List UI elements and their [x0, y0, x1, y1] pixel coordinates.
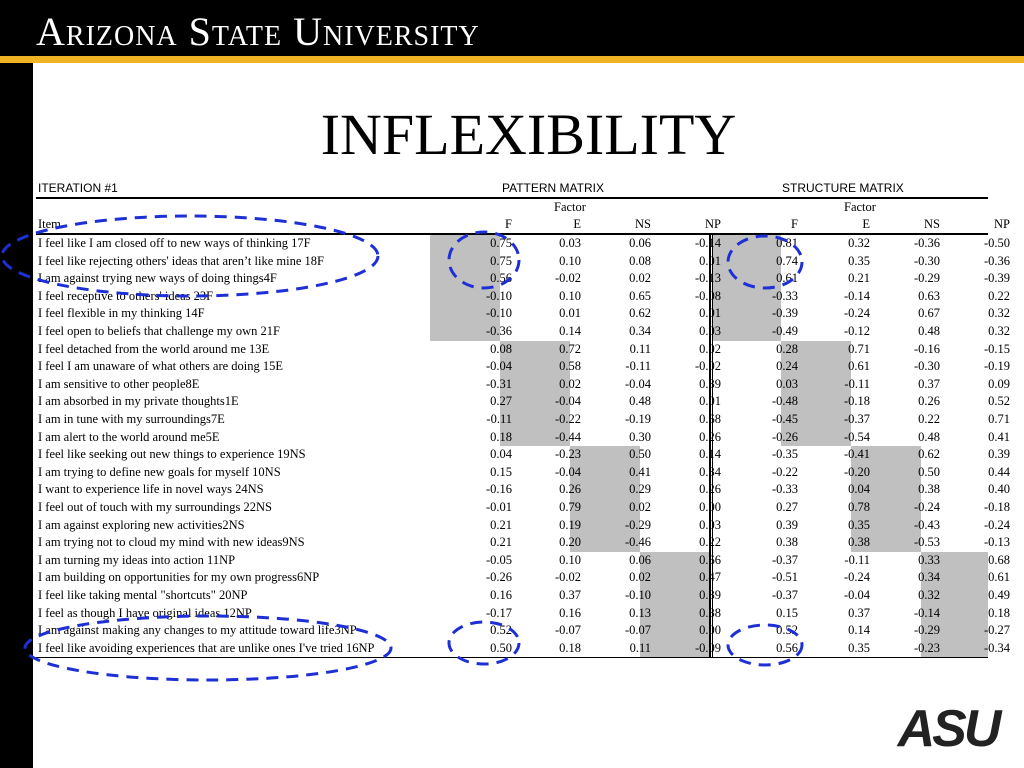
pattern-value-np: 0.68 [699, 412, 721, 426]
pattern-value-np: -0.14 [694, 236, 721, 250]
structure-value-np: 0.32 [988, 306, 1010, 321]
pattern-value-f: 0.08 [490, 341, 512, 356]
structure-value-ns: 0.48 [918, 324, 940, 338]
table-row [0, 481, 1024, 499]
item-label: I am in tune with my surroundings7E [38, 412, 225, 426]
pattern-value-np: 0.01 [699, 306, 721, 321]
pattern-value-np: 0.66 [699, 552, 721, 567]
table-row [0, 517, 1024, 535]
structure-value-np: -0.39 [983, 271, 1010, 286]
structure-value-f: 0.74 [776, 253, 798, 268]
pattern-value-ns: 0.30 [629, 429, 651, 444]
item-label: I am absorbed in my private thoughts1E [38, 394, 239, 409]
structure-value-np: -0.15 [983, 341, 1010, 356]
pattern-column-header-e: E [573, 217, 581, 231]
structure-value-np: 0.61 [988, 570, 1010, 585]
structure-value-ns: -0.29 [913, 623, 940, 638]
pattern-value-f: 0.27 [490, 394, 512, 409]
item-label: I feel like seeking out new things to experience 19NS [38, 447, 306, 462]
item-label: I feel like taking mental "shortcuts" 20NP [38, 588, 248, 602]
item-label: I feel as though I have original ideas 12NP [38, 605, 252, 620]
structure-matrix-label: STRUCTURE MATRIX [782, 181, 904, 195]
pattern-value-ns: -0.29 [624, 517, 651, 532]
structure-value-e: -0.54 [843, 429, 870, 444]
pattern-value-f: 0.50 [490, 640, 512, 655]
pattern-value-ns: 0.02 [629, 570, 651, 585]
pattern-value-f: 0.16 [490, 588, 512, 602]
structure-value-f: 0.61 [776, 271, 798, 286]
structure-value-f: -0.51 [771, 570, 798, 585]
pattern-value-e: -0.02 [554, 271, 581, 286]
item-label: I am against trying new ways of doing things4F [38, 271, 277, 286]
pattern-value-np: 0.47 [699, 570, 721, 585]
pattern-value-ns: 0.08 [629, 253, 651, 268]
structure-value-f: -0.33 [771, 482, 798, 497]
table-row [0, 605, 1024, 623]
structure-value-e: -0.41 [843, 447, 870, 462]
structure-value-f: -0.26 [771, 429, 798, 444]
structure-value-e: -0.11 [844, 376, 870, 391]
structure-value-ns: 0.62 [918, 447, 940, 462]
structure-value-ns: 0.67 [918, 306, 940, 321]
pattern-column-header-ns: NS [635, 217, 651, 231]
structure-value-ns: -0.24 [913, 500, 940, 514]
structure-value-np: 0.32 [988, 324, 1010, 338]
structure-value-f: -0.49 [771, 324, 798, 338]
structure-value-np: 0.49 [988, 588, 1010, 602]
structure-value-ns: 0.32 [918, 588, 940, 602]
pattern-value-np: 0.03 [699, 324, 721, 338]
pattern-value-ns: 0.11 [629, 640, 651, 655]
pattern-value-f: -0.31 [485, 376, 512, 391]
structure-value-np: -0.34 [983, 640, 1010, 655]
pattern-value-np: 0.00 [699, 500, 721, 514]
structure-column-header-ns: NS [924, 217, 940, 231]
structure-value-ns: 0.48 [918, 429, 940, 444]
structure-value-ns: 0.33 [918, 552, 940, 567]
table-row [0, 429, 1024, 447]
item-column-header: Item [38, 217, 61, 231]
item-label: I feel like rejecting others' ideas that aren’t like mine 18F [38, 253, 324, 268]
pattern-value-f: -0.04 [485, 359, 512, 374]
pattern-value-e: 0.03 [559, 236, 581, 250]
pattern-value-e: -0.23 [554, 447, 581, 462]
table-row [0, 323, 1024, 341]
structure-value-f: 0.38 [776, 535, 798, 550]
structure-value-np: -0.13 [983, 535, 1010, 550]
item-label: I am trying to define new goals for myself 10NS [38, 464, 281, 479]
pattern-value-f: 0.18 [490, 429, 512, 444]
structure-value-ns: 0.63 [918, 288, 940, 303]
item-label: I feel receptive to others' ideas 23F [38, 288, 214, 303]
slide-title: INFLEXIBILITY [320, 102, 737, 167]
pattern-value-np: 0.01 [699, 394, 721, 409]
structure-value-f: 0.03 [776, 376, 798, 391]
structure-value-ns: -0.23 [913, 640, 940, 655]
structure-value-f: 0.81 [776, 236, 798, 250]
table-row [0, 270, 1024, 288]
table-row [0, 235, 1024, 253]
structure-value-np: 0.44 [988, 464, 1010, 479]
item-label: I feel like avoiding experiences that are unlike ones I've tried 16NP [38, 640, 375, 655]
pattern-value-ns: 0.06 [629, 236, 651, 250]
pattern-value-e: 0.20 [559, 535, 581, 550]
pattern-value-e: 0.16 [559, 605, 581, 620]
table-top-rule [36, 197, 988, 199]
pattern-value-e: 0.26 [559, 482, 581, 497]
pattern-value-e: -0.04 [554, 394, 581, 409]
pattern-value-ns: -0.46 [624, 535, 651, 550]
structure-value-f: 0.39 [776, 517, 798, 532]
structure-value-np: 0.41 [988, 429, 1010, 444]
pattern-value-ns: 0.62 [629, 306, 651, 321]
pattern-value-e: 0.10 [559, 253, 581, 268]
item-label: I feel like I am closed off to new ways of thinking 17F [38, 236, 311, 250]
iteration-label: ITERATION #1 [38, 181, 118, 195]
structure-value-e: 0.21 [848, 271, 870, 286]
pattern-value-f: -0.26 [485, 570, 512, 585]
table-row [0, 253, 1024, 271]
table-bottom-rule [36, 657, 988, 658]
structure-value-e: 0.71 [848, 341, 870, 356]
pattern-value-e: 0.79 [559, 500, 581, 514]
structure-value-e: -0.24 [843, 570, 870, 585]
pattern-value-e: 0.10 [559, 288, 581, 303]
structure-value-np: -0.18 [983, 500, 1010, 514]
structure-value-np: -0.50 [983, 236, 1010, 250]
pattern-value-f: 0.75 [490, 236, 512, 250]
structure-value-f: -0.39 [771, 306, 798, 321]
pattern-value-ns: 0.41 [629, 464, 651, 479]
structure-value-ns: -0.53 [913, 535, 940, 550]
table-row [0, 640, 1024, 658]
table-row [0, 499, 1024, 517]
structure-value-ns: -0.16 [913, 341, 940, 356]
table-row [0, 411, 1024, 429]
pattern-value-e: 0.02 [559, 376, 581, 391]
structure-value-ns: 0.26 [918, 394, 940, 409]
structure-value-f: 0.28 [776, 341, 798, 356]
pattern-value-e: -0.44 [554, 429, 581, 444]
structure-value-np: -0.27 [983, 623, 1010, 638]
pattern-value-e: 0.72 [559, 341, 581, 356]
table-row [0, 569, 1024, 587]
pattern-value-e: 0.58 [559, 359, 581, 374]
structure-value-e: 0.78 [848, 500, 870, 514]
item-label: I am against exploring new activities2NS [38, 517, 245, 532]
pattern-value-f: -0.16 [485, 482, 512, 497]
item-label: I am building on opportunities for my own progress6NP [38, 570, 320, 585]
pattern-value-ns: 0.02 [629, 500, 651, 514]
pattern-value-e: -0.22 [554, 412, 581, 426]
structure-value-np: 0.39 [988, 447, 1010, 462]
structure-value-f: -0.22 [771, 464, 798, 479]
item-label: I feel detached from the world around me 13E [38, 341, 270, 356]
structure-value-np: 0.22 [988, 288, 1010, 303]
pattern-factor-label: Factor [554, 200, 586, 214]
structure-value-ns: 0.34 [918, 570, 940, 585]
pattern-value-ns: -0.19 [624, 412, 651, 426]
pattern-value-f: -0.10 [485, 288, 512, 303]
pattern-value-np: 0.38 [699, 605, 721, 620]
table-row [0, 534, 1024, 552]
structure-value-e: 0.35 [848, 253, 870, 268]
structure-value-ns: -0.30 [913, 253, 940, 268]
pattern-value-np: 0.34 [699, 464, 721, 479]
structure-column-header-np: NP [994, 217, 1010, 231]
structure-value-f: 0.15 [776, 605, 798, 620]
university-name: Arizona State University [36, 9, 480, 54]
pattern-value-ns: 0.34 [629, 324, 651, 338]
pattern-value-e: 0.01 [559, 306, 581, 321]
structure-value-e: -0.04 [843, 588, 870, 602]
pattern-value-f: 0.15 [490, 464, 512, 479]
structure-value-f: 0.27 [776, 500, 798, 514]
pattern-value-e: 0.37 [559, 588, 581, 602]
pattern-value-np: -0.08 [694, 288, 721, 303]
structure-value-e: -0.20 [843, 464, 870, 479]
item-label: I am against making any changes to my attitude toward life3NP [38, 623, 357, 638]
pattern-value-np: 0.14 [699, 447, 721, 462]
pattern-value-np: -0.09 [694, 640, 721, 655]
pattern-value-f: -0.01 [485, 500, 512, 514]
pattern-value-np: 0.26 [699, 429, 721, 444]
table-row [0, 341, 1024, 359]
structure-value-f: -0.37 [771, 588, 798, 602]
structure-value-np: 0.18 [988, 605, 1010, 620]
item-label: I feel I am unaware of what others are doing 15E [38, 359, 284, 374]
pattern-value-np: 0.03 [699, 517, 721, 532]
pattern-value-np: 0.39 [699, 376, 721, 391]
pattern-value-ns: -0.04 [624, 376, 651, 391]
pattern-value-ns: 0.11 [629, 341, 651, 356]
pattern-value-ns: 0.06 [629, 552, 651, 567]
pattern-value-ns: 0.50 [629, 447, 651, 462]
structure-value-ns: 0.50 [918, 464, 940, 479]
table-row [0, 358, 1024, 376]
asu-logo [893, 700, 1003, 752]
table-row [0, 552, 1024, 570]
pattern-value-ns: -0.10 [624, 588, 651, 602]
structure-value-f: 0.56 [776, 640, 798, 655]
table-row [0, 446, 1024, 464]
pattern-value-np: 0.01 [699, 253, 721, 268]
pattern-value-f: -0.05 [485, 552, 512, 567]
structure-value-np: -0.19 [983, 359, 1010, 374]
item-label: I feel flexible in my thinking 14F [38, 306, 205, 321]
table-row [0, 288, 1024, 306]
pattern-value-np: 0.00 [699, 623, 721, 638]
item-label: I am alert to the world around me5E [38, 429, 220, 444]
structure-value-e: -0.14 [843, 288, 870, 303]
table-row [0, 587, 1024, 605]
structure-column-header-f: F [791, 217, 798, 231]
asu-logo-text: ASU [897, 700, 999, 752]
pattern-value-np: 0.22 [699, 535, 721, 550]
structure-value-f: 0.24 [776, 359, 798, 374]
item-label: I am sensitive to other people8E [38, 376, 200, 391]
structure-value-f: -0.35 [771, 447, 798, 462]
pattern-value-np: -0.13 [694, 271, 721, 286]
item-label: I am trying not to cloud my mind with new ideas9NS [38, 535, 305, 550]
pattern-value-e: 0.18 [559, 640, 581, 655]
structure-value-f: -0.37 [771, 552, 798, 567]
pattern-value-np: -0.02 [694, 359, 721, 374]
structure-value-e: 0.61 [848, 359, 870, 374]
structure-value-ns: -0.43 [913, 517, 940, 532]
item-label: I want to experience life in novel ways 24NS [38, 482, 264, 497]
pattern-value-e: 0.19 [559, 517, 581, 532]
structure-value-f: -0.45 [771, 412, 798, 426]
pattern-value-ns: 0.02 [629, 271, 651, 286]
structure-value-np: -0.36 [983, 253, 1010, 268]
structure-value-ns: -0.29 [913, 271, 940, 286]
structure-value-e: 0.37 [848, 605, 870, 620]
pattern-value-np: 0.02 [699, 341, 721, 356]
structure-value-ns: -0.14 [913, 605, 940, 620]
pattern-value-f: 0.21 [490, 535, 512, 550]
item-label: I am turning my ideas into action 11NP [38, 552, 236, 567]
structure-factor-label: Factor [844, 200, 876, 214]
structure-value-e: -0.18 [843, 394, 870, 409]
structure-value-e: -0.37 [843, 412, 870, 426]
pattern-column-header-np: NP [705, 217, 721, 231]
table-row [0, 393, 1024, 411]
pattern-matrix-label: PATTERN MATRIX [502, 181, 604, 195]
pattern-value-np: 0.26 [699, 482, 721, 497]
pattern-value-ns: -0.07 [624, 623, 651, 638]
pattern-value-e: -0.04 [554, 464, 581, 479]
structure-value-e: -0.11 [844, 552, 870, 567]
structure-value-np: 0.71 [988, 412, 1010, 426]
structure-value-np: 0.40 [988, 482, 1010, 497]
pattern-value-ns: 0.48 [629, 394, 651, 409]
structure-value-e: -0.12 [843, 324, 870, 338]
structure-value-ns: 0.22 [918, 412, 940, 426]
structure-value-np: -0.24 [983, 517, 1010, 532]
pattern-value-f: 0.52 [490, 623, 512, 638]
pattern-value-e: -0.02 [554, 570, 581, 585]
structure-value-f: -0.33 [771, 288, 798, 303]
structure-value-e: 0.14 [848, 623, 870, 638]
structure-value-e: 0.35 [848, 517, 870, 532]
structure-value-np: 0.68 [988, 552, 1010, 567]
structure-value-np: 0.52 [988, 394, 1010, 409]
structure-value-ns: -0.30 [913, 359, 940, 374]
table-row [0, 376, 1024, 394]
pattern-value-f: -0.36 [485, 324, 512, 338]
pattern-value-f: 0.21 [490, 517, 512, 532]
item-label: I feel out of touch with my surroundings 22NS [38, 500, 273, 514]
pattern-value-ns: 0.13 [629, 605, 651, 620]
structure-value-ns: 0.38 [918, 482, 940, 497]
structure-value-e: -0.24 [843, 306, 870, 321]
structure-value-e: 0.32 [848, 236, 870, 250]
structure-value-e: 0.35 [848, 640, 870, 655]
pattern-value-f: 0.04 [490, 447, 512, 462]
pattern-column-header-f: F [505, 217, 512, 231]
pattern-value-e: 0.14 [559, 324, 581, 338]
structure-value-ns: 0.37 [918, 376, 940, 391]
pattern-value-ns: 0.29 [629, 482, 651, 497]
structure-value-ns: -0.36 [913, 236, 940, 250]
pattern-value-f: -0.10 [485, 306, 512, 321]
table-row [0, 622, 1024, 640]
structure-column-header-e: E [862, 217, 870, 231]
structure-value-e: 0.04 [848, 482, 870, 497]
structure-value-e: 0.38 [848, 535, 870, 550]
pattern-value-f: 0.75 [490, 253, 512, 268]
structure-value-np: 0.09 [988, 376, 1010, 391]
pattern-value-f: -0.17 [485, 605, 512, 620]
pattern-value-f: 0.56 [490, 271, 512, 286]
pattern-value-e: -0.07 [554, 623, 581, 638]
structure-value-f: 0.52 [776, 623, 798, 638]
pattern-value-e: 0.10 [559, 552, 581, 567]
pattern-value-f: -0.11 [486, 412, 512, 426]
table-row [0, 305, 1024, 323]
pattern-value-ns: -0.11 [625, 359, 651, 374]
table-row [0, 464, 1024, 482]
structure-value-f: -0.48 [771, 394, 798, 409]
pattern-value-ns: 0.65 [629, 288, 651, 303]
pattern-value-np: 0.39 [699, 588, 721, 602]
item-label: I feel open to beliefs that challenge my own 21F [38, 324, 280, 338]
